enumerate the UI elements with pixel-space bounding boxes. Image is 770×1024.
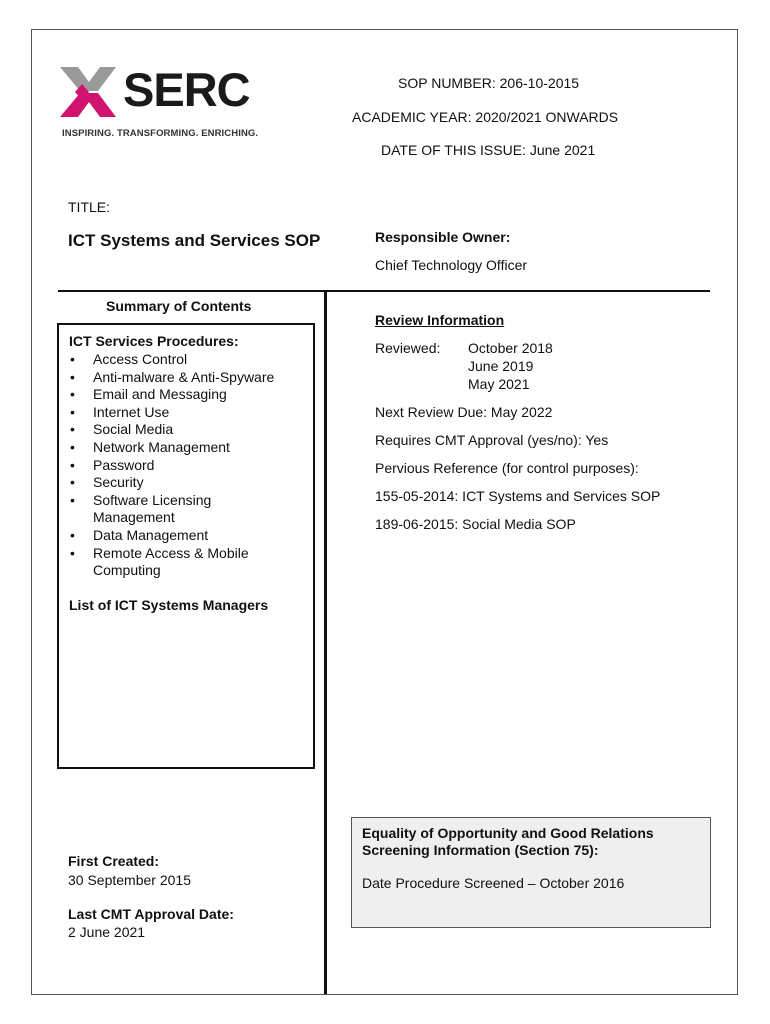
review-heading: Review Information <box>375 312 505 328</box>
cmt-approval-required: Requires CMT Approval (yes/no): Yes <box>375 432 609 448</box>
section-divider-vertical <box>324 290 327 994</box>
summary-heading: Summary of Contents <box>106 298 252 314</box>
procedures-heading: ICT Services Procedures: <box>69 333 239 349</box>
list-item: • Password <box>69 457 308 475</box>
list-item: • Social Media <box>69 421 308 439</box>
next-review-due: Next Review Due: May 2022 <box>375 404 553 420</box>
sop-number: SOP NUMBER: 206-10-2015 <box>398 75 580 91</box>
contents-box <box>57 323 315 769</box>
reviewed-date: June 2019 <box>468 358 534 375</box>
owner-value: Chief Technology Officer <box>375 257 528 273</box>
list-item: • Anti-malware & Anti-Spyware <box>69 369 308 387</box>
academic-year: ACADEMIC YEAR: 2020/2021 ONWARDS <box>352 109 619 125</box>
section-divider-horizontal <box>58 290 710 292</box>
list-item: • Data Management <box>69 527 308 545</box>
title-label: TITLE: <box>68 199 111 215</box>
first-created-value: 30 September 2015 <box>68 872 191 888</box>
list-item: • Internet Use <box>69 404 308 422</box>
equality-heading: Equality of Opportunity and Good Relations Screening Information (Section 75): <box>362 825 654 858</box>
list-item: • Email and Messaging <box>69 386 308 404</box>
list-item: • Remote Access & Mobile Computing <box>69 545 273 580</box>
reviewed-dates <box>468 339 553 394</box>
list-item: • Software Licensing Management <box>69 492 223 527</box>
previous-reference-label: Pervious Reference (for control purposes): <box>375 460 639 476</box>
issue-date: DATE OF THIS ISSUE: June 2021 <box>381 142 596 158</box>
procedures-list <box>69 351 308 580</box>
reviewed-label: Reviewed: <box>375 340 441 356</box>
owner-label: Responsible Owner: <box>375 229 511 245</box>
last-cmt-approval-value: 2 June 2021 <box>68 924 146 940</box>
list-item: • Network Management <box>69 439 308 457</box>
date-procedure-screened: Date Procedure Screened – October 2016 <box>362 875 625 891</box>
last-cmt-approval-label: Last CMT Approval Date: <box>68 906 234 922</box>
serc-logo-mark-icon <box>58 62 120 122</box>
previous-reference-item: 155-05-2014: ICT Systems and Services SOP <box>375 488 661 504</box>
reviewed-date: October 2018 <box>468 340 553 356</box>
list-item: • Security <box>69 474 308 492</box>
managers-heading: List of ICT Systems Managers <box>69 597 269 613</box>
logo-wordmark: SERC <box>123 63 250 116</box>
first-created-label: First Created: <box>68 853 160 869</box>
serc-logo <box>58 62 273 142</box>
previous-reference-item: 189-06-2015: Social Media SOP <box>375 516 576 532</box>
page-title: ICT Systems and Services SOP <box>68 231 321 250</box>
logo-tagline: INSPIRING. TRANSFORMING. ENRICHING. <box>62 128 259 139</box>
list-item: • Access Control <box>69 351 308 369</box>
equality-screening-box <box>351 817 711 928</box>
reviewed-date: May 2021 <box>468 376 530 393</box>
